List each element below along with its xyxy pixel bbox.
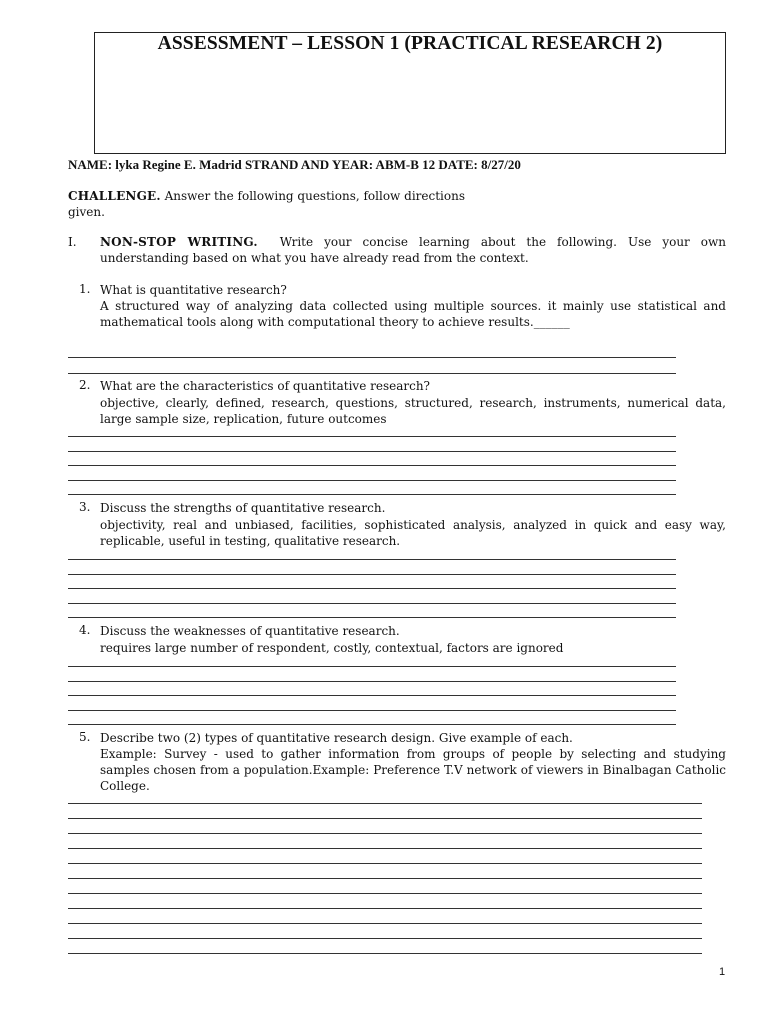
question-text: Describe two (2) types of quantitative research design. Give example of each.: [100, 731, 573, 745]
answer-line: [68, 695, 676, 696]
question-number: 5.: [79, 730, 91, 744]
answer-line: [68, 833, 702, 834]
answer-line: [68, 863, 702, 864]
page-title: ASSESSMENT – LESSON 1 (PRACTICAL RESEARCH 2): [157, 33, 663, 54]
answer-line: [68, 803, 702, 804]
answer-line: [68, 574, 676, 575]
answer-line: [68, 818, 702, 819]
answer-line: [68, 559, 676, 560]
answer-line: [68, 923, 702, 924]
challenge-text-cont: given.: [68, 205, 105, 219]
answer-text: objective, clearly, defined, research, questions, structured, research, instruments, numerical data, large sample size, replication, future outcomes: [100, 396, 726, 426]
question-number: 3.: [79, 500, 91, 514]
page-number: 1: [719, 966, 726, 978]
answer-line: [68, 953, 702, 954]
answer-line: [68, 878, 702, 879]
challenge-text: Answer the following questions, follow directions: [160, 189, 465, 203]
challenge-instructions: [68, 188, 508, 220]
answer-text: requires large number of respondent, costly, contextual, factors are ignored: [100, 641, 564, 655]
section-instructions: [100, 234, 726, 266]
answer-text: objectivity, real and unbiased, facilities, sophisticated analysis, analyzed in quick and easy way, replicable, useful in testing, qualitative research.: [100, 518, 726, 548]
answer-line: [68, 617, 676, 618]
question-text: Discuss the weaknesses of quantitative research.: [100, 624, 400, 638]
answer-line: [68, 494, 676, 495]
answer-text: A structured way of analyzing data collected using multiple sources. it mainly use statistical and mathematical tools along with computational theory to achieve results.______: [100, 299, 726, 329]
answer-line: [68, 666, 676, 667]
question-text: Discuss the strengths of quantitative research.: [100, 501, 386, 515]
answer-line: [68, 373, 676, 374]
answer-line: [68, 588, 676, 589]
question-number: 1.: [79, 282, 91, 296]
answer-line: [68, 357, 676, 358]
answer-line: [68, 938, 702, 939]
answer-line: [68, 848, 702, 849]
title-box: [94, 32, 726, 154]
question-text: What are the characteristics of quantitative research?: [100, 379, 430, 393]
student-info-line: NAME: lyka Regine E. Madrid STRAND AND YEAR: ABM-B 12 DATE: 8/27/20: [68, 157, 521, 172]
answer-line: [68, 465, 676, 466]
question-number: 2.: [79, 378, 91, 392]
answer-line: [68, 710, 676, 711]
answer-line: [68, 908, 702, 909]
answer-text: Example: Survey - used to gather information from groups of people by selecting and studying samples chosen from a population.Example: Preference T.V network of viewers in Binalbagan Catholic College.: [100, 747, 726, 793]
answer-line: [68, 480, 676, 481]
answer-line: [68, 681, 676, 682]
answer-line: [68, 451, 676, 452]
section-numeral: I.: [68, 235, 77, 249]
question-number: 4.: [79, 623, 91, 637]
challenge-label: CHALLENGE.: [68, 189, 161, 203]
section-text: Write your concise learning about the following. Use your own understanding based on what you have already read from the context.: [100, 235, 727, 265]
section-label: NON-STOP WRITING.: [100, 235, 258, 249]
question-text: What is quantitative research?: [100, 283, 287, 297]
answer-line: [68, 436, 676, 437]
answer-line: [68, 724, 676, 725]
answer-line: [68, 893, 702, 894]
answer-line: [68, 603, 676, 604]
